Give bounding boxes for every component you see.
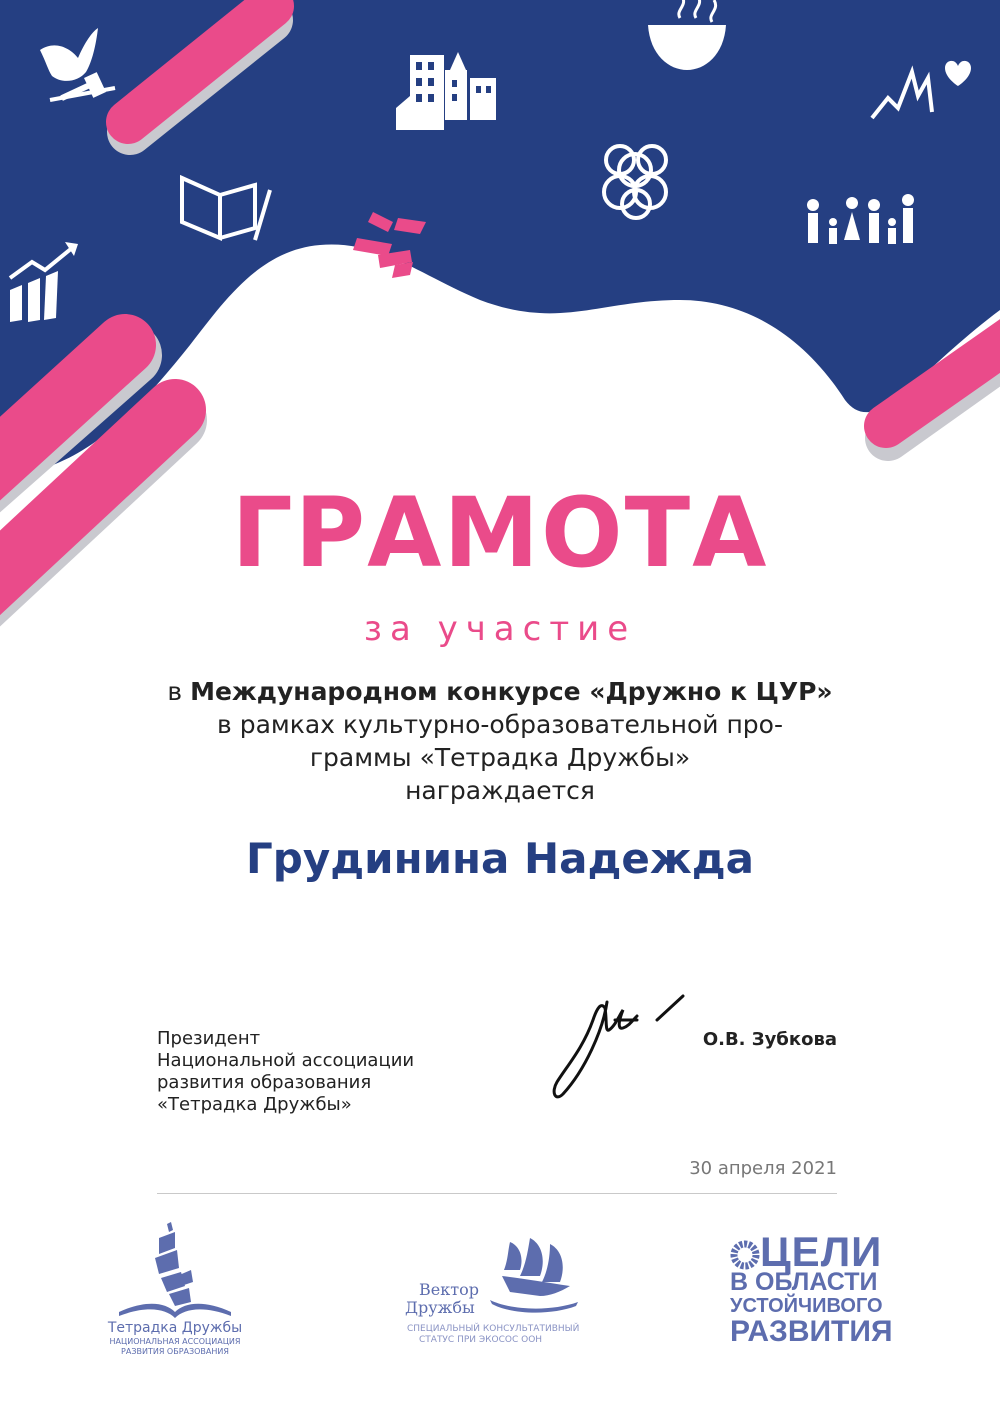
issue-date: 30 апреля 2021 (689, 1158, 837, 1179)
vektor-sub-line-2: СТАТУС ПРИ ЭКОСОС ООН (419, 1335, 543, 1345)
contest-name: Международном конкурсе «Дружно к ЦУР» (190, 677, 833, 706)
vektor-line-1: Вектор (419, 1280, 479, 1299)
handwritten-signature (545, 990, 695, 1105)
tetradka-sub-line-1: НАЦИОНАЛЬНАЯ АССОЦИАЦИЯ (109, 1337, 241, 1346)
position-line-2: Национальной ассоциации (157, 1050, 415, 1071)
sdg-line-4: РАЗВИТИЯ (730, 1315, 893, 1348)
body-line-2: в рамках культурно-образовательной про- (217, 710, 783, 739)
signer-position (157, 1028, 414, 1116)
vektor-sub-line-1: СПЕЦИАЛЬНЫЙ КОНСУЛЬТАТИВНЫЙ (407, 1324, 580, 1334)
tetradka-logo-subtitle (90, 1337, 260, 1357)
position-line-3: развития образования (157, 1072, 372, 1093)
body-line-1 (0, 675, 1000, 708)
recipient-name: Грудинина Надежда (246, 834, 754, 883)
certificate-body (0, 675, 1000, 807)
position-line-4: «Тетрадка Дружбы» (157, 1094, 352, 1115)
vektor-logo-subtitle (407, 1324, 579, 1346)
tetradka-logo-name: Тетрадка Дружбы (107, 1320, 243, 1336)
signer-name: О.В. Зубкова (702, 1029, 837, 1050)
divider-line (157, 1193, 837, 1194)
sdg-logo (730, 1228, 893, 1348)
body-line-1-prefix: в (167, 677, 191, 706)
body-line-4: награждается (405, 776, 595, 805)
tetradka-logo-icon (115, 1222, 235, 1320)
vektor-line-2: Дружбы (405, 1298, 475, 1317)
body-line-3: граммы «Тетрадка Дружбы» (309, 743, 691, 772)
sdg-line-1-text: ЦЕЛИ (760, 1228, 883, 1275)
position-line-1: Президент (157, 1028, 261, 1049)
vektor-logo-name (405, 1281, 479, 1317)
tetradka-sub-line-2: РАЗВИТИЯ ОБРАЗОВАНИЯ (121, 1347, 229, 1356)
certificate-subtitle: за участие (363, 609, 637, 649)
certificate-title: ГРАМОТА (231, 477, 769, 589)
sailing-ship-icon (490, 1234, 578, 1318)
sdg-line-3: УСТОЙЧИВОГО (730, 1295, 883, 1317)
sdg-line-2: В ОБЛАСТИ (730, 1268, 878, 1296)
sdg-line-1 (730, 1228, 893, 1275)
sdg-wheel-icon (730, 1240, 760, 1270)
